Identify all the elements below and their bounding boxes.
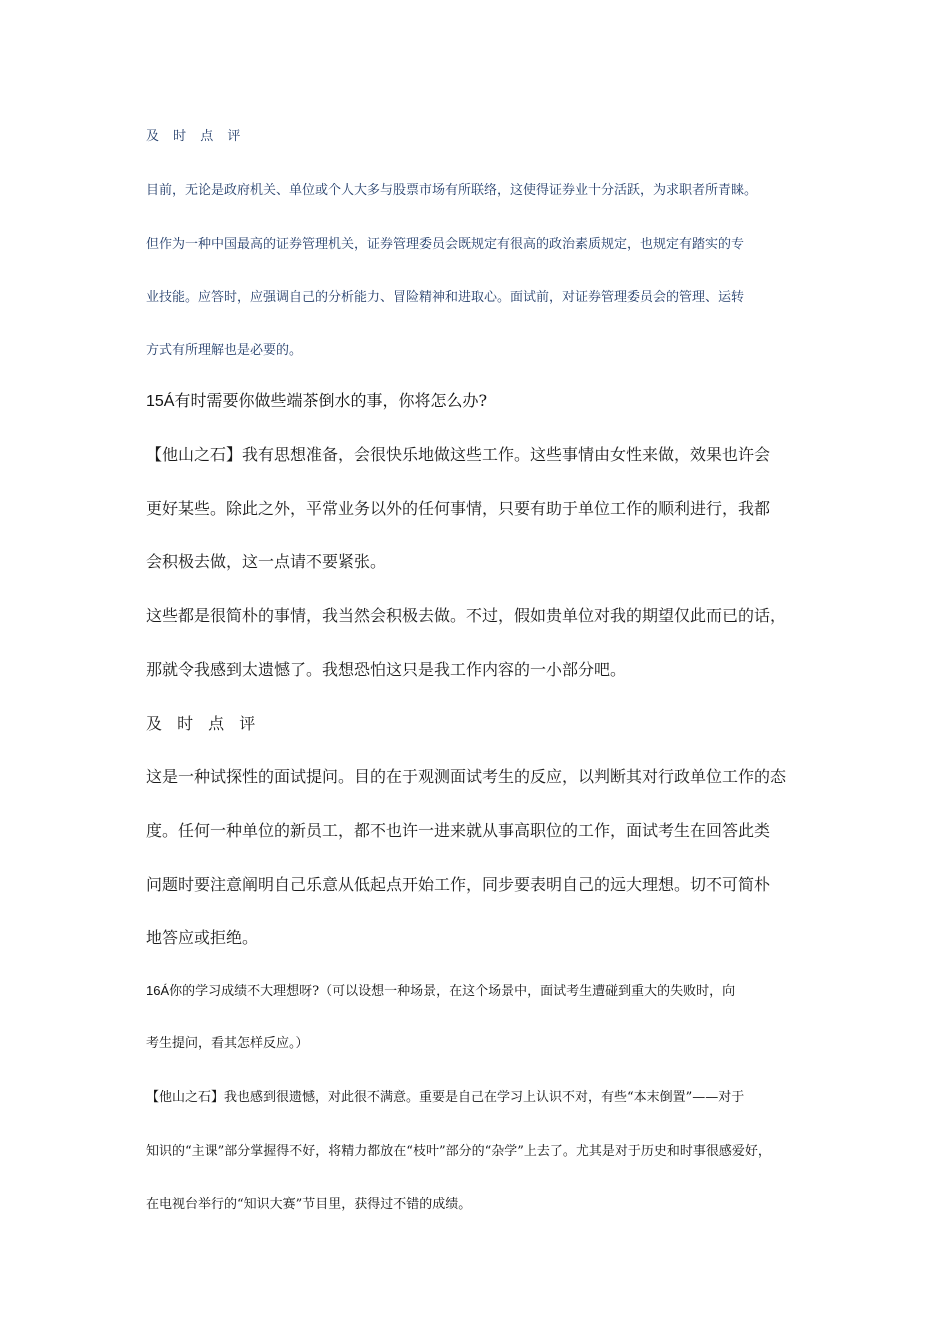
section-heading: 及 时 点 评 (146, 129, 246, 144)
question-text: 有时需要你做些端茶倒水的事，你将怎么办? (174, 391, 488, 410)
comment-line: 这是一种试探性的面试提问。目的在于观测面试考生的反应，以判断其对行政单位工作的态 (146, 767, 787, 786)
comment-heading: 及 时 点 评 (146, 714, 261, 733)
answer-line: 会积极去做，这一点请不要紧张。 (146, 552, 387, 571)
question-number: 16Á (146, 983, 170, 998)
comment-line: 度。任何一种单位的新员工，都不也许一进来就从事高职位的工作，面试考生在回答此类 (146, 821, 771, 840)
answer-line: 知识的“主课”部分掌握得不好，将精力都放在“枝叶”部分的“杂学”上去了。尤其是对于历史和时事很感爱好， (146, 1144, 771, 1159)
question-15 (146, 393, 487, 410)
paragraph-line: 但作为一种中国最高的证券管理机关，证券管理委员会既规定有很高的政治素质规定，也规定有踏实的专 (146, 237, 745, 252)
answer-line: 这些都是很简朴的事情，我当然会积极去做。不过，假如贵单位对我的期望仅此而已的话， (146, 606, 787, 625)
answer-line: 【他山之石】我有思想准备，会很快乐地做这些工作。这些事情由女性来做，效果也许会 (146, 445, 771, 464)
paragraph-line: 业技能。应答时，应强调自己的分析能力、冒险精神和进取心。面试前，对证券管理委员会的管理、运转 (146, 290, 745, 305)
answer-line: 在电视台举行的“知识大赛”节目里，获得过不错的成绩。 (146, 1197, 472, 1212)
comment-line: 问题时要注意阐明自己乐意从低起点开始工作，同步要表明自己的远大理想。切不可简朴 (146, 875, 771, 894)
question-16 (146, 984, 735, 998)
answer-line: 【他山之石】我也感到很遗憾，对此很不满意。重要是自己在学习上认识不对，有些“本末倒置”——对于 (146, 1090, 745, 1105)
paragraph-line: 方式有所理解也是必要的。 (146, 343, 303, 358)
paragraph-line: 目前，无论是政府机关、单位或个人大多与股票市场有所联络，这使得证券业十分活跃，为求职者所青睐。 (146, 183, 758, 198)
question-text-cont: 考生提问，看其怎样反应。） (146, 1036, 309, 1051)
question-number: 15Á (146, 393, 175, 410)
answer-line: 那就令我感到太遗憾了。我想恐怕这只是我工作内容的一小部分吧。 (146, 660, 627, 679)
comment-line: 地答应或拒绝。 (146, 928, 259, 947)
question-text: 你的学习成绩不大理想呀?（可以设想一种场景，在这个场景中，面试考生遭碰到重大的失败时，向 (169, 984, 736, 999)
answer-line: 更好某些。除此之外，平常业务以外的任何事情，只要有助于单位工作的顺利进行，我都 (146, 499, 771, 518)
